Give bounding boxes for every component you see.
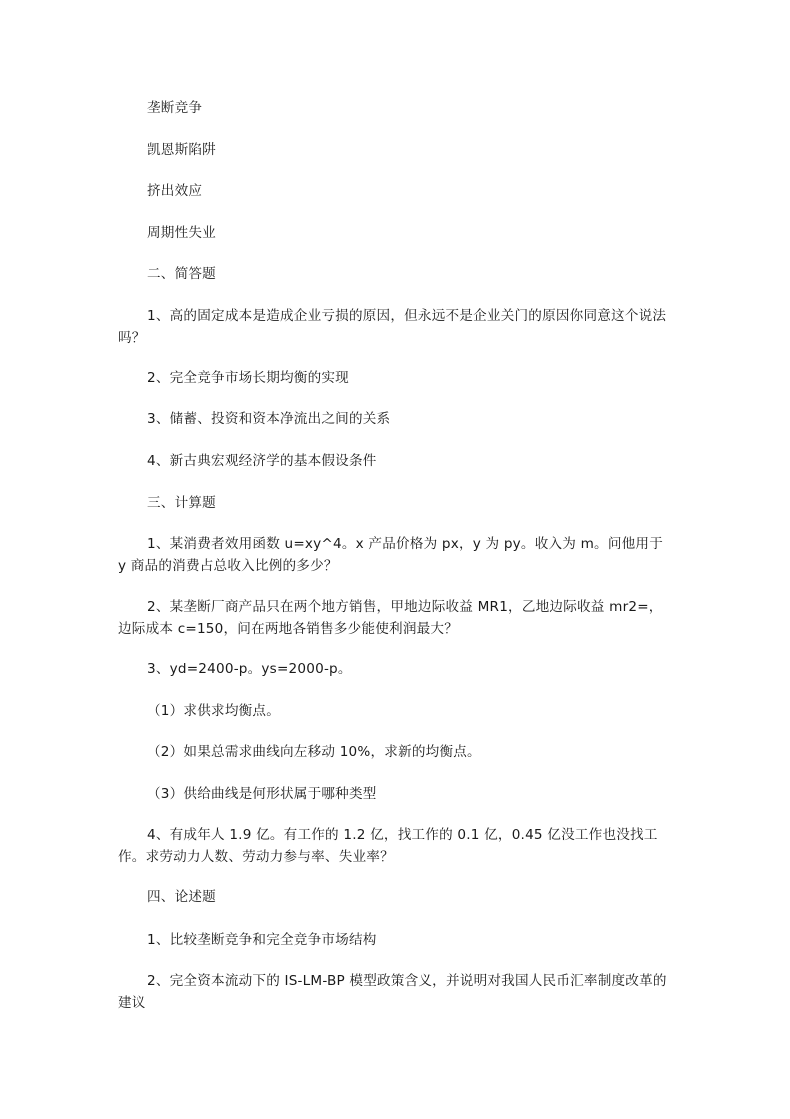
calculation-item-3-sub-2: （2）如果总需求曲线向左移动 10%，求新的均衡点。 (147, 744, 481, 760)
calculation-item-3-sub-1: （1）求供求均衡点。 (147, 703, 280, 719)
short-answer-item-2: 2、完全竞争市场长期均衡的实现 (147, 370, 349, 386)
essay-item-1: 1、比较垄断竞争和完全竞争市场结构 (147, 932, 377, 948)
calculation-item-2: 2、某垄断厂商产品只在两个地方销售，甲地边际收益 MR1，乙地边际收益 mr2=，边际成本 c=150，问在两地各销售多少能使利润最大？ (118, 599, 663, 637)
calculation-item-4: 4、有成年人 1.9 亿。有工作的 1.2 亿，找工作的 0.1 亿，0.45 亿没工作也没找工作。求劳动力人数、劳动力参与率、失业率？ (118, 827, 658, 865)
section-heading-short-answer: 二、简答题 (147, 266, 216, 282)
calculation-item-1: 1、某消费者效用函数 u=xy^4。x 产品价格为 px，y 为 py。收入为 m。问他用于 y 商品的消费占总收入比例的多少？ (118, 536, 664, 574)
term-crowding-out-effect: 挤出效应 (147, 183, 203, 199)
section-heading-calculation: 三、计算题 (147, 495, 216, 511)
term-cyclical-unemployment: 周期性失业 (147, 225, 216, 241)
calculation-item-3: 3、yd=2400-p。ys=2000-p。 (147, 661, 352, 677)
short-answer-item-3: 3、储蓄、投资和资本净流出之间的关系 (147, 411, 391, 427)
short-answer-item-4: 4、新古典宏观经济学的基本假设条件 (147, 453, 377, 469)
essay-item-2: 2、完全资本流动下的 IS-LM-BP 模型政策含义，并说明对我国人民币汇率制度改革的建议 (118, 973, 667, 1011)
section-heading-essay: 四、论述题 (147, 889, 216, 905)
term-monopolistic-competition: 垄断竞争 (147, 100, 203, 116)
term-keynesian-trap: 凯恩斯陷阱 (147, 142, 216, 158)
short-answer-item-1: 1、高的固定成本是造成企业亏损的原因，但永远不是企业关门的原因你同意这个说法吗？ (118, 308, 667, 346)
calculation-item-3-sub-3: （3）供给曲线是何形状属于哪种类型 (147, 786, 377, 802)
